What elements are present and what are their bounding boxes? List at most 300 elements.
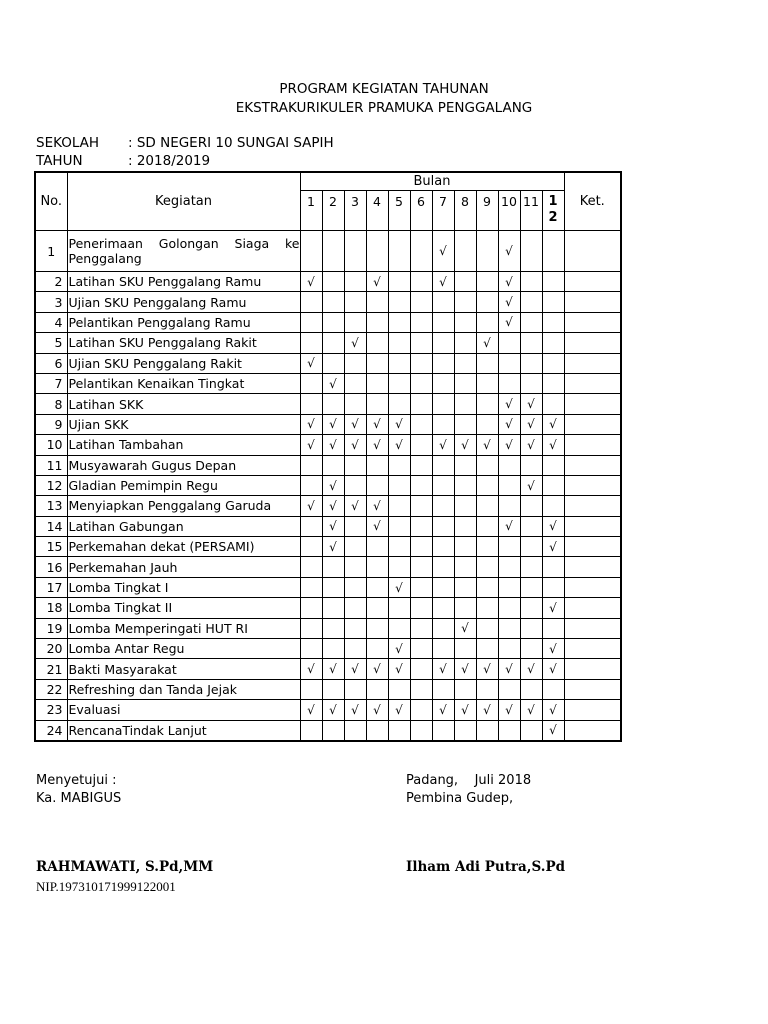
- header-bulan: Bulan: [300, 172, 564, 191]
- month-cell-4: [366, 231, 388, 272]
- month-cell-1: [300, 231, 322, 272]
- row-number: 15: [35, 537, 67, 557]
- month-cell-6: [410, 496, 432, 516]
- month-cell-2: √: [322, 414, 344, 434]
- month-cell-7: [432, 455, 454, 475]
- month-cell-5: [388, 679, 410, 699]
- month-cell-9: √: [476, 435, 498, 455]
- month-cell-4: √: [366, 496, 388, 516]
- row-number: 21: [35, 659, 67, 679]
- month-cell-3: [344, 639, 366, 659]
- row-kegiatan: Perkemahan Jauh: [67, 557, 300, 577]
- month-cell-7: √: [432, 659, 454, 679]
- month-cell-11: [520, 272, 542, 292]
- month-cell-10: √: [498, 292, 520, 312]
- row-kegiatan: Latihan SKU Penggalang Ramu: [67, 272, 300, 292]
- row-number: 19: [35, 618, 67, 638]
- month-cell-11: √: [520, 414, 542, 434]
- month-cell-4: [366, 333, 388, 353]
- month-cell-5: [388, 496, 410, 516]
- month-cell-10: √: [498, 659, 520, 679]
- month-cell-7: [432, 394, 454, 414]
- month-cell-3: [344, 537, 366, 557]
- row-ket: [564, 394, 621, 414]
- month-cell-10: √: [498, 312, 520, 332]
- row-number: 1: [35, 231, 67, 272]
- row-ket: [564, 598, 621, 618]
- month-cell-11: [520, 577, 542, 597]
- month-cell-1: [300, 720, 322, 741]
- approver-nip: NIP.197310171999122001: [36, 879, 176, 894]
- month-cell-1: √: [300, 496, 322, 516]
- month-cell-3: [344, 272, 366, 292]
- month-cell-7: [432, 537, 454, 557]
- month-cell-12: [542, 333, 564, 353]
- month-cell-8: [454, 598, 476, 618]
- month-cell-6: [410, 639, 432, 659]
- month-header-1: 1: [300, 191, 322, 231]
- month-cell-1: [300, 333, 322, 353]
- month-header-5: 5: [388, 191, 410, 231]
- month-cell-1: √: [300, 435, 322, 455]
- month-cell-5: [388, 618, 410, 638]
- row-number: 4: [35, 312, 67, 332]
- row-kegiatan: Menyiapkan Penggalang Garuda: [67, 496, 300, 516]
- month-cell-10: [498, 333, 520, 353]
- month-cell-4: [366, 394, 388, 414]
- month-cell-3: [344, 312, 366, 332]
- month-cell-1: [300, 639, 322, 659]
- month-cell-2: [322, 598, 344, 618]
- month-cell-6: [410, 455, 432, 475]
- month-cell-5: [388, 373, 410, 393]
- month-cell-9: [476, 557, 498, 577]
- activity-table: [34, 171, 622, 742]
- month-cell-9: [476, 720, 498, 741]
- row-number: 17: [35, 577, 67, 597]
- month-cell-6: [410, 659, 432, 679]
- month-cell-7: √: [432, 272, 454, 292]
- month-cell-2: [322, 292, 344, 312]
- month-cell-7: [432, 353, 454, 373]
- month-cell-2: [322, 639, 344, 659]
- month-cell-2: [322, 577, 344, 597]
- document-title: PROGRAM KEGIATAN TAHUNAN: [279, 81, 489, 97]
- row-ket: [564, 577, 621, 597]
- month-cell-2: √: [322, 373, 344, 393]
- month-cell-10: [498, 598, 520, 618]
- month-cell-8: √: [454, 700, 476, 720]
- row-number: 2: [35, 272, 67, 292]
- month-cell-9: [476, 394, 498, 414]
- table-row: [35, 435, 621, 455]
- row-number: 6: [35, 353, 67, 373]
- approval-label: Menyetujui :: [36, 773, 117, 788]
- month-cell-8: [454, 333, 476, 353]
- month-cell-4: √: [366, 414, 388, 434]
- row-ket: [564, 455, 621, 475]
- month-header-12: 1 2: [542, 191, 564, 231]
- month-cell-4: [366, 679, 388, 699]
- month-cell-1: [300, 618, 322, 638]
- row-ket: [564, 639, 621, 659]
- month-cell-11: √: [520, 475, 542, 495]
- header-ket: Ket.: [564, 172, 621, 231]
- month-cell-11: [520, 557, 542, 577]
- month-cell-2: √: [322, 475, 344, 495]
- month-cell-7: [432, 496, 454, 516]
- month-cell-12: [542, 577, 564, 597]
- row-number: 10: [35, 435, 67, 455]
- month-cell-8: [454, 312, 476, 332]
- row-number: 3: [35, 292, 67, 312]
- month-cell-6: [410, 679, 432, 699]
- month-cell-2: [322, 353, 344, 373]
- month-cell-10: √: [498, 414, 520, 434]
- month-cell-11: [520, 516, 542, 536]
- month-cell-2: √: [322, 496, 344, 516]
- table-row: [35, 272, 621, 292]
- month-cell-6: [410, 333, 432, 353]
- month-cell-1: √: [300, 353, 322, 373]
- month-cell-2: √: [322, 435, 344, 455]
- month-cell-8: [454, 373, 476, 393]
- month-cell-4: √: [366, 659, 388, 679]
- month-cell-1: [300, 516, 322, 536]
- month-cell-10: √: [498, 516, 520, 536]
- row-number: 12: [35, 475, 67, 495]
- month-cell-4: √: [366, 700, 388, 720]
- month-cell-8: [454, 455, 476, 475]
- month-cell-5: [388, 455, 410, 475]
- header-kegiatan: Kegiatan: [67, 172, 300, 231]
- month-cell-9: [476, 414, 498, 434]
- month-cell-2: [322, 618, 344, 638]
- row-number: 20: [35, 639, 67, 659]
- month-cell-8: [454, 272, 476, 292]
- month-cell-6: [410, 516, 432, 536]
- row-kegiatan: Penerimaan Golongan Siaga ke Penggalang: [67, 231, 300, 272]
- month-cell-11: √: [520, 659, 542, 679]
- row-kegiatan: Lomba Antar Regu: [67, 639, 300, 659]
- place-date: Padang, Juli 2018: [406, 773, 532, 788]
- month-cell-9: [476, 373, 498, 393]
- month-cell-2: √: [322, 659, 344, 679]
- month-cell-1: [300, 557, 322, 577]
- month-cell-4: [366, 292, 388, 312]
- month-cell-2: [322, 272, 344, 292]
- row-ket: [564, 679, 621, 699]
- month-cell-8: [454, 516, 476, 536]
- month-cell-6: [410, 394, 432, 414]
- month-cell-8: [454, 537, 476, 557]
- table-row: [35, 353, 621, 373]
- table-row: [35, 455, 621, 475]
- table-row: [35, 394, 621, 414]
- month-cell-6: [410, 598, 432, 618]
- month-cell-11: √: [520, 435, 542, 455]
- month-cell-9: [476, 639, 498, 659]
- month-cell-9: [476, 516, 498, 536]
- month-cell-12: [542, 312, 564, 332]
- month-cell-10: [498, 720, 520, 741]
- month-cell-3: √: [344, 414, 366, 434]
- month-cell-12: [542, 679, 564, 699]
- month-cell-3: [344, 618, 366, 638]
- school-info: [36, 135, 334, 151]
- row-number: 13: [35, 496, 67, 516]
- month-cell-4: [366, 618, 388, 638]
- signer-name: Ilham Adi Putra,S.Pd: [406, 859, 566, 875]
- month-cell-3: √: [344, 435, 366, 455]
- month-cell-2: [322, 720, 344, 741]
- table-row: [35, 557, 621, 577]
- month-cell-11: [520, 353, 542, 373]
- row-ket: [564, 557, 621, 577]
- month-cell-1: √: [300, 272, 322, 292]
- month-header-2: 2: [322, 191, 344, 231]
- month-cell-1: √: [300, 659, 322, 679]
- month-cell-10: [498, 373, 520, 393]
- month-cell-10: √: [498, 272, 520, 292]
- month-cell-9: [476, 312, 498, 332]
- month-cell-12: [542, 394, 564, 414]
- table-row: [35, 618, 621, 638]
- row-number: 18: [35, 598, 67, 618]
- month-cell-6: [410, 577, 432, 597]
- month-cell-7: √: [432, 231, 454, 272]
- month-cell-3: [344, 292, 366, 312]
- month-cell-7: [432, 333, 454, 353]
- school-value: : SD NEGERI 10 SUNGAI SAPIH: [128, 135, 334, 151]
- month-cell-5: √: [388, 435, 410, 455]
- row-number: 9: [35, 414, 67, 434]
- row-ket: [564, 312, 621, 332]
- month-cell-12: [542, 272, 564, 292]
- month-cell-6: [410, 700, 432, 720]
- row-kegiatan: RencanaTindak Lanjut: [67, 720, 300, 741]
- month-cell-2: [322, 557, 344, 577]
- row-number: 5: [35, 333, 67, 353]
- month-cell-9: √: [476, 333, 498, 353]
- row-ket: [564, 414, 621, 434]
- month-cell-9: [476, 537, 498, 557]
- month-cell-5: [388, 720, 410, 741]
- row-kegiatan: Lomba Tingkat I: [67, 577, 300, 597]
- row-kegiatan: Lomba Memperingati HUT RI: [67, 618, 300, 638]
- row-ket: [564, 659, 621, 679]
- row-kegiatan: Perkemahan dekat (PERSAMI): [67, 537, 300, 557]
- month-cell-12: √: [542, 516, 564, 536]
- month-cell-1: [300, 312, 322, 332]
- month-cell-10: √: [498, 700, 520, 720]
- month-cell-6: [410, 557, 432, 577]
- month-cell-5: √: [388, 414, 410, 434]
- month-cell-6: [410, 353, 432, 373]
- month-cell-7: [432, 373, 454, 393]
- table-row: [35, 577, 621, 597]
- month-cell-7: [432, 639, 454, 659]
- month-cell-8: [454, 720, 476, 741]
- month-cell-5: [388, 537, 410, 557]
- month-cell-10: [498, 639, 520, 659]
- row-kegiatan: Latihan Tambahan: [67, 435, 300, 455]
- month-cell-10: [498, 496, 520, 516]
- month-cell-4: [366, 577, 388, 597]
- month-cell-12: [542, 292, 564, 312]
- table-row: [35, 312, 621, 332]
- month-cell-6: [410, 373, 432, 393]
- row-kegiatan: Ujian SKU Penggalang Ramu: [67, 292, 300, 312]
- month-cell-2: [322, 394, 344, 414]
- month-cell-12: [542, 231, 564, 272]
- month-cell-9: [476, 496, 498, 516]
- month-cell-10: √: [498, 231, 520, 272]
- month-cell-9: [476, 231, 498, 272]
- month-cell-12: √: [542, 414, 564, 434]
- row-ket: [564, 373, 621, 393]
- month-cell-1: [300, 537, 322, 557]
- row-ket: [564, 272, 621, 292]
- month-cell-7: [432, 516, 454, 536]
- month-cell-11: [520, 373, 542, 393]
- header-no: No.: [35, 172, 67, 231]
- month-cell-11: [520, 231, 542, 272]
- month-cell-12: [542, 373, 564, 393]
- row-ket: [564, 618, 621, 638]
- month-cell-11: [520, 292, 542, 312]
- month-header-3: 3: [344, 191, 366, 231]
- month-cell-1: [300, 292, 322, 312]
- month-cell-5: √: [388, 639, 410, 659]
- month-cell-4: [366, 455, 388, 475]
- month-cell-4: [366, 598, 388, 618]
- month-cell-3: [344, 679, 366, 699]
- month-cell-10: [498, 353, 520, 373]
- month-cell-1: [300, 373, 322, 393]
- month-cell-5: [388, 516, 410, 536]
- month-cell-5: [388, 312, 410, 332]
- month-cell-6: [410, 292, 432, 312]
- month-cell-3: [344, 516, 366, 536]
- row-ket: [564, 231, 621, 272]
- month-cell-11: [520, 639, 542, 659]
- month-cell-10: [498, 537, 520, 557]
- month-cell-7: [432, 292, 454, 312]
- year-info: [36, 153, 210, 169]
- month-cell-10: [498, 455, 520, 475]
- document-subtitle: EKSTRAKURIKULER PRAMUKA PENGGALANG: [235, 100, 533, 116]
- row-ket: [564, 353, 621, 373]
- month-cell-5: [388, 272, 410, 292]
- month-cell-8: √: [454, 435, 476, 455]
- month-cell-7: [432, 577, 454, 597]
- month-cell-12: √: [542, 700, 564, 720]
- month-cell-9: [476, 598, 498, 618]
- month-cell-7: [432, 618, 454, 638]
- month-cell-3: [344, 720, 366, 741]
- month-cell-3: √: [344, 700, 366, 720]
- month-cell-3: [344, 475, 366, 495]
- month-cell-11: [520, 679, 542, 699]
- month-cell-10: [498, 475, 520, 495]
- month-cell-11: [520, 537, 542, 557]
- month-cell-3: [344, 455, 366, 475]
- table-row: [35, 720, 621, 741]
- month-cell-4: [366, 557, 388, 577]
- month-cell-1: [300, 598, 322, 618]
- month-cell-7: [432, 312, 454, 332]
- row-kegiatan: Lomba Tingkat II: [67, 598, 300, 618]
- row-ket: [564, 333, 621, 353]
- month-cell-5: [388, 598, 410, 618]
- month-cell-1: [300, 455, 322, 475]
- month-cell-2: [322, 455, 344, 475]
- month-cell-8: [454, 231, 476, 272]
- month-cell-3: [344, 394, 366, 414]
- month-cell-3: √: [344, 659, 366, 679]
- month-cell-9: √: [476, 659, 498, 679]
- month-cell-12: [542, 557, 564, 577]
- month-cell-12: √: [542, 720, 564, 741]
- month-cell-6: [410, 272, 432, 292]
- table-row: [35, 659, 621, 679]
- month-cell-6: [410, 231, 432, 272]
- row-kegiatan: Evaluasi: [67, 700, 300, 720]
- month-cell-8: √: [454, 659, 476, 679]
- table-row: [35, 537, 621, 557]
- row-kegiatan: Ujian SKK: [67, 414, 300, 434]
- month-cell-11: [520, 312, 542, 332]
- month-cell-4: √: [366, 272, 388, 292]
- month-cell-5: [388, 394, 410, 414]
- row-number: 7: [35, 373, 67, 393]
- month-cell-7: [432, 679, 454, 699]
- month-cell-12: √: [542, 659, 564, 679]
- month-header-4: 4: [366, 191, 388, 231]
- month-cell-5: √: [388, 700, 410, 720]
- row-number: 11: [35, 455, 67, 475]
- month-cell-4: √: [366, 516, 388, 536]
- month-cell-3: [344, 231, 366, 272]
- month-cell-4: [366, 720, 388, 741]
- month-cell-10: [498, 618, 520, 638]
- row-number: 14: [35, 516, 67, 536]
- table-row: [35, 598, 621, 618]
- month-cell-2: [322, 231, 344, 272]
- month-cell-1: [300, 394, 322, 414]
- month-cell-12: [542, 475, 564, 495]
- month-cell-10: √: [498, 394, 520, 414]
- row-kegiatan: Pelantikan Kenaikan Tingkat: [67, 373, 300, 393]
- month-cell-7: [432, 475, 454, 495]
- school-label: SEKOLAH: [36, 135, 100, 151]
- month-cell-6: [410, 475, 432, 495]
- month-cell-3: √: [344, 333, 366, 353]
- table-row: [35, 333, 621, 353]
- month-cell-1: [300, 679, 322, 699]
- month-cell-7: [432, 414, 454, 434]
- month-cell-12: √: [542, 598, 564, 618]
- month-cell-11: [520, 720, 542, 741]
- row-ket: [564, 720, 621, 741]
- table-row: [35, 292, 621, 312]
- approver-title: Ka. MABIGUS: [36, 791, 122, 806]
- month-cell-8: [454, 577, 476, 597]
- month-cell-5: [388, 557, 410, 577]
- month-header-8: 8: [454, 191, 476, 231]
- month-cell-5: √: [388, 659, 410, 679]
